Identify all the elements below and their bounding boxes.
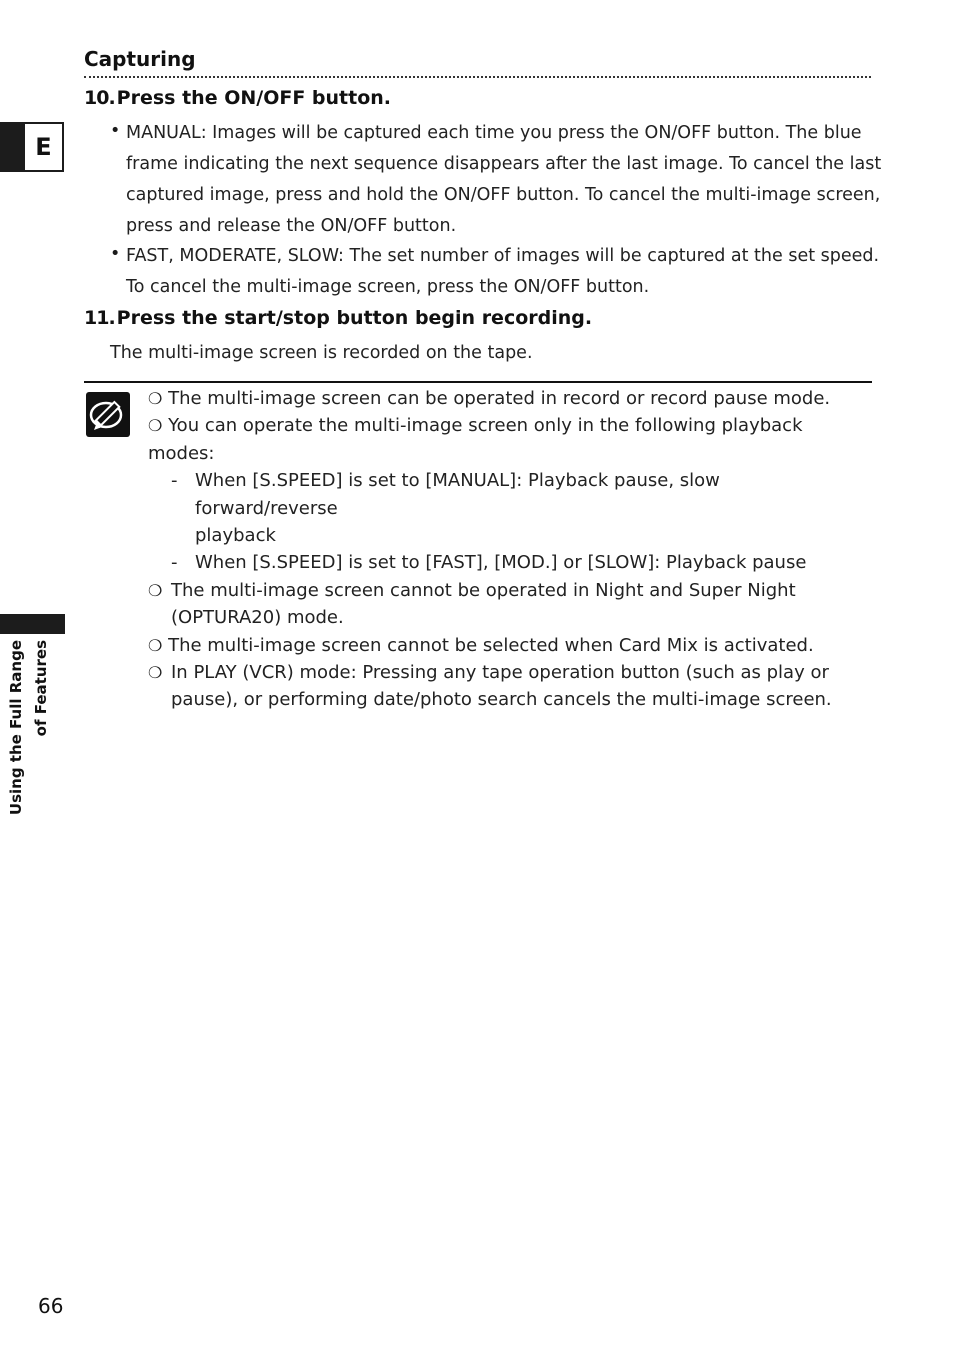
bullet-dot: • — [110, 121, 121, 141]
note-pencil-icon — [86, 392, 130, 437]
step-11-heading — [84, 307, 592, 329]
step-10-title: Press the ON/OFF button. — [116, 87, 392, 109]
note-text: The multi-image screen cannot be selected when Card Mix is activated. — [168, 634, 814, 656]
step-11-body: The multi-image screen is recorded on the tape. — [110, 343, 533, 363]
note-text: The multi-image screen can be operated in record or record pause mode. — [168, 388, 831, 409]
circle-bullet: ❍ — [148, 663, 163, 683]
step-11-title: Press the start/stop button begin recording. — [116, 307, 593, 329]
bullet-line: frame indicating the next sequence disappears after the last image. To cancel the last — [126, 154, 882, 174]
dotted-divider — [84, 76, 871, 78]
note-text: (OPTURA20) mode. — [171, 607, 344, 629]
note-item — [148, 412, 868, 467]
note-subitem — [148, 549, 868, 576]
note-item — [148, 659, 868, 714]
section-title: Capturing — [84, 47, 196, 71]
note-item — [148, 385, 868, 412]
bullet-fast — [126, 241, 886, 303]
chapter-label — [4, 640, 54, 824]
notes-divider — [84, 381, 872, 383]
note-subitem — [148, 467, 868, 549]
note-text: playback — [195, 525, 276, 547]
circle-bullet: ❍ — [148, 416, 163, 436]
bullet-line: captured image, press and hold the ON/OFF button. To cancel the multi-image screen, — [126, 185, 881, 205]
chapter-label-line1: Using the Full Range — [7, 640, 25, 816]
note-text: The multi-image screen cannot be operated in Night and Super Night — [171, 579, 796, 601]
note-text: When [S.SPEED] is set to [FAST], [MOD.] or [SLOW]: Playback pause — [195, 552, 807, 574]
language-marker: E — [25, 124, 62, 170]
note-text: pause), or performing date/photo search cancels the multi-image screen. — [171, 689, 832, 711]
dash-marker: - — [171, 552, 178, 574]
bullet-line: To cancel the multi-image screen, press the ON/OFF button. — [126, 277, 650, 297]
note-item — [148, 632, 868, 659]
notes-list — [148, 385, 868, 714]
bullet-line: FAST, MODERATE, SLOW: The set number of images will be captured at the set speed. — [126, 246, 880, 266]
note-item-text — [171, 577, 796, 632]
circle-bullet: ❍ — [148, 389, 163, 408]
language-tab — [0, 122, 64, 172]
circle-bullet: ❍ — [148, 580, 163, 600]
page-number: 66 — [38, 1294, 64, 1318]
bullet-line: MANUAL: Images will be captured each time you press the ON/OFF button. The blue — [126, 123, 862, 143]
bullet-line: press and release the ON/OFF button. — [126, 216, 457, 236]
chapter-tab — [0, 614, 65, 634]
note-text: You can operate the multi-image screen only in the following playback modes: — [148, 415, 803, 464]
note-subitem-text — [195, 467, 868, 549]
bullet-manual — [126, 118, 886, 242]
step-10-number: 10. — [84, 87, 115, 109]
note-item-text — [171, 659, 832, 714]
note-pencil-icon — [86, 392, 130, 437]
bullet-dot: • — [110, 244, 121, 264]
chapter-label-line2: of Features — [32, 640, 50, 737]
step-10-heading — [84, 87, 391, 109]
circle-bullet: ❍ — [148, 635, 163, 655]
note-text: When [S.SPEED] is set to [MANUAL]: Playback pause, slow forward/reverse — [195, 470, 720, 519]
note-item — [148, 577, 868, 632]
step-11-number: 11. — [84, 307, 115, 329]
note-text: In PLAY (VCR) mode: Pressing any tape operation button (such as play or — [171, 662, 829, 684]
dash-marker: - — [171, 470, 178, 492]
